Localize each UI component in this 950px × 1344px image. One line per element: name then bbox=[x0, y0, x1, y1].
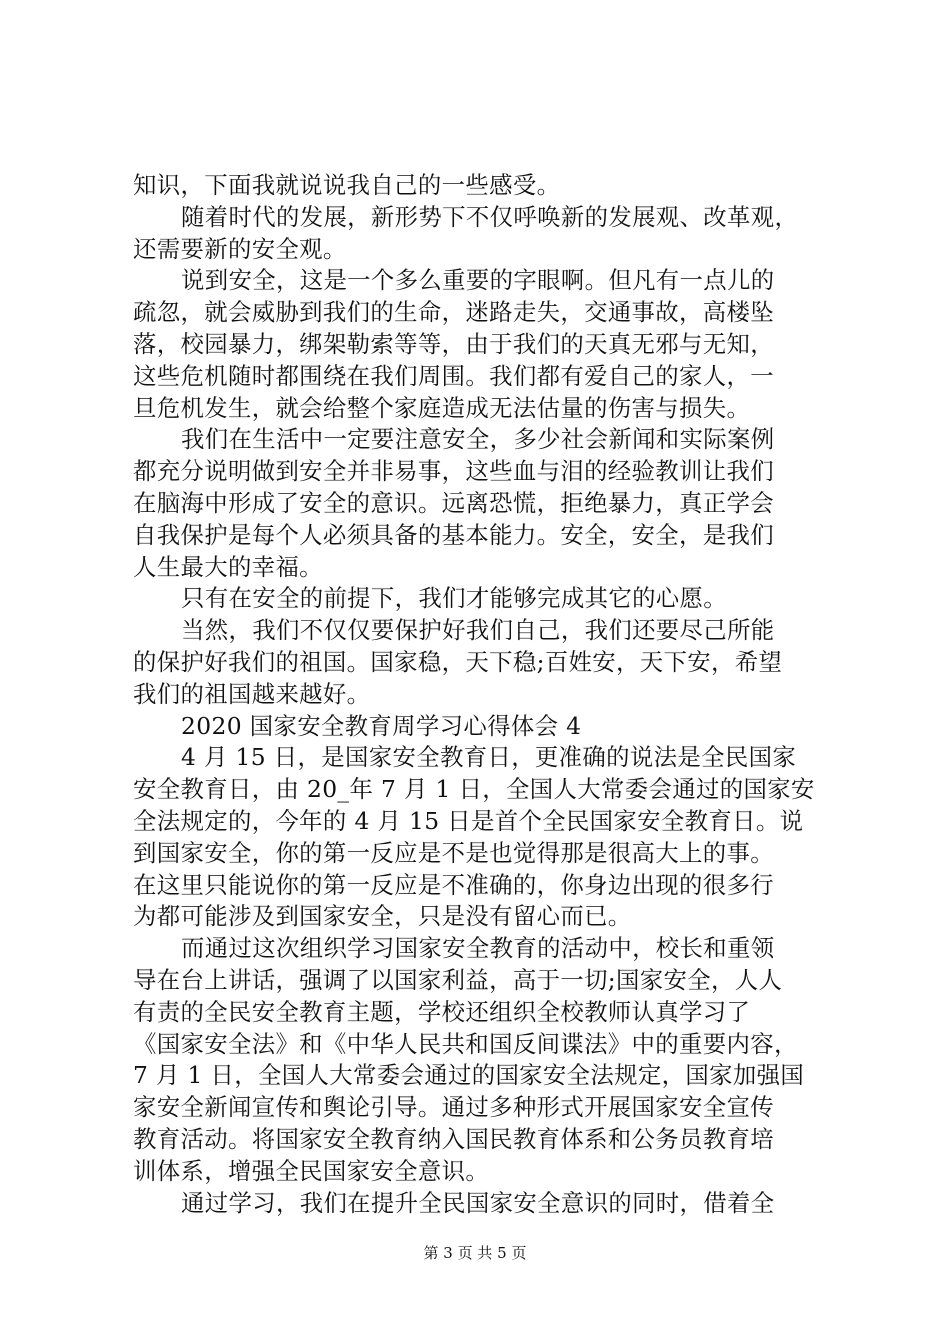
text-line: 而通过这次组织学习国家安全教育的活动中，校长和重领 bbox=[181, 934, 775, 963]
text-line: 随着时代的发展，新形势下不仅呼唤新的发展观、改革观， bbox=[181, 202, 799, 231]
text-line: 安全教育日，由 20_年 7 月 1 日，全国人大常委会通过的国家安 bbox=[133, 775, 815, 804]
text-line: 落，校园暴力，绑架勒索等等，由于我们的天真无邪与无知， bbox=[133, 329, 774, 358]
text-line: 这些危机随时都围绕在我们周围。我们都有爱自己的家人，一 bbox=[133, 361, 774, 390]
text-line: 知识，下面我就说说我自己的一些感受。 bbox=[133, 171, 561, 199]
text-line: 的保护好我们的祖国。国家稳，天下稳;百姓安，天下安，希望 bbox=[133, 647, 783, 676]
text-line: 还需要新的安全观。 bbox=[133, 234, 347, 263]
text-line: 家安全新闻宣传和舆论引导。通过多种形式开展国家安全宣传 bbox=[133, 1093, 774, 1122]
text-line: 说到安全，这是一个多么重要的字眼啊。但凡有一点儿的 bbox=[181, 266, 775, 295]
text-line: 自我保护是每个人必须具备的基本能力。安全，安全，是我们 bbox=[133, 520, 774, 549]
text-line: 我们的祖国越来越好。 bbox=[133, 679, 371, 708]
text-line: 《国家安全法》和《中华人民共和国反间谍法》中的重要内容， bbox=[133, 1029, 798, 1058]
text-line: 导在台上讲话，强调了以国家利益，高于一切;国家安全，人人 bbox=[133, 965, 783, 994]
page-number-label: 第 3 页 共 5 页 bbox=[423, 1244, 527, 1262]
text-line: 我们在生活中一定要注意安全，多少社会新闻和实际案例 bbox=[181, 425, 775, 454]
text-line: 都充分说明做到安全并非易事，这些血与泪的经验教训让我们 bbox=[133, 457, 774, 486]
text-line: 通过学习，我们在提升全民国家安全意识的同时，借着全 bbox=[181, 1188, 775, 1217]
text-line: 4 月 15 日，是国家安全教育日，更准确的说法是全民国家 bbox=[181, 743, 797, 772]
text-line: 全法规定的，今年的 4 月 15 日是首个全民国家安全教育日。说 bbox=[133, 806, 804, 835]
text-line: 在脑海中形成了安全的意识。远离恐慌，拒绝暴力，真正学会 bbox=[133, 488, 774, 517]
text-line: 旦危机发生，就会给整个家庭造成无法估量的伤害与损失。 bbox=[133, 393, 751, 422]
text-line: 只有在安全的前提下，我们才能够完成其它的心愿。 bbox=[181, 584, 728, 613]
document-body bbox=[133, 170, 833, 1219]
page-footer bbox=[0, 1243, 950, 1263]
text-line: 人生最大的幸福。 bbox=[133, 552, 323, 581]
text-line: 在这里只能说你的第一反应是不准确的，你身边出现的很多行 bbox=[133, 870, 774, 899]
text-line: 教育活动。将国家安全教育纳入国民教育体系和公务员教育培 bbox=[133, 1124, 774, 1153]
text-line: 到国家安全，你的第一反应是不是也觉得那是很高大上的事。 bbox=[133, 838, 774, 867]
section-heading: 2020 国家安全教育周学习心得体会 4 bbox=[181, 711, 582, 740]
text-line: 当然，我们不仅仅要保护好我们自己，我们还要尽己所能 bbox=[181, 616, 775, 645]
text-line: 有责的全民安全教育主题，学校还组织全校教师认真学习了 bbox=[133, 997, 751, 1026]
text-line: 疏忽，就会威胁到我们的生命，迷路走失，交通事故，高楼坠 bbox=[133, 298, 774, 327]
text-line: 为都可能涉及到国家安全，只是没有留心而已。 bbox=[133, 902, 632, 931]
text-line: 训体系，增强全民国家安全意识。 bbox=[133, 1156, 490, 1185]
text-line: 7 月 1 日，全国人大常委会通过的国家安全法规定，国家加强国 bbox=[133, 1061, 805, 1090]
